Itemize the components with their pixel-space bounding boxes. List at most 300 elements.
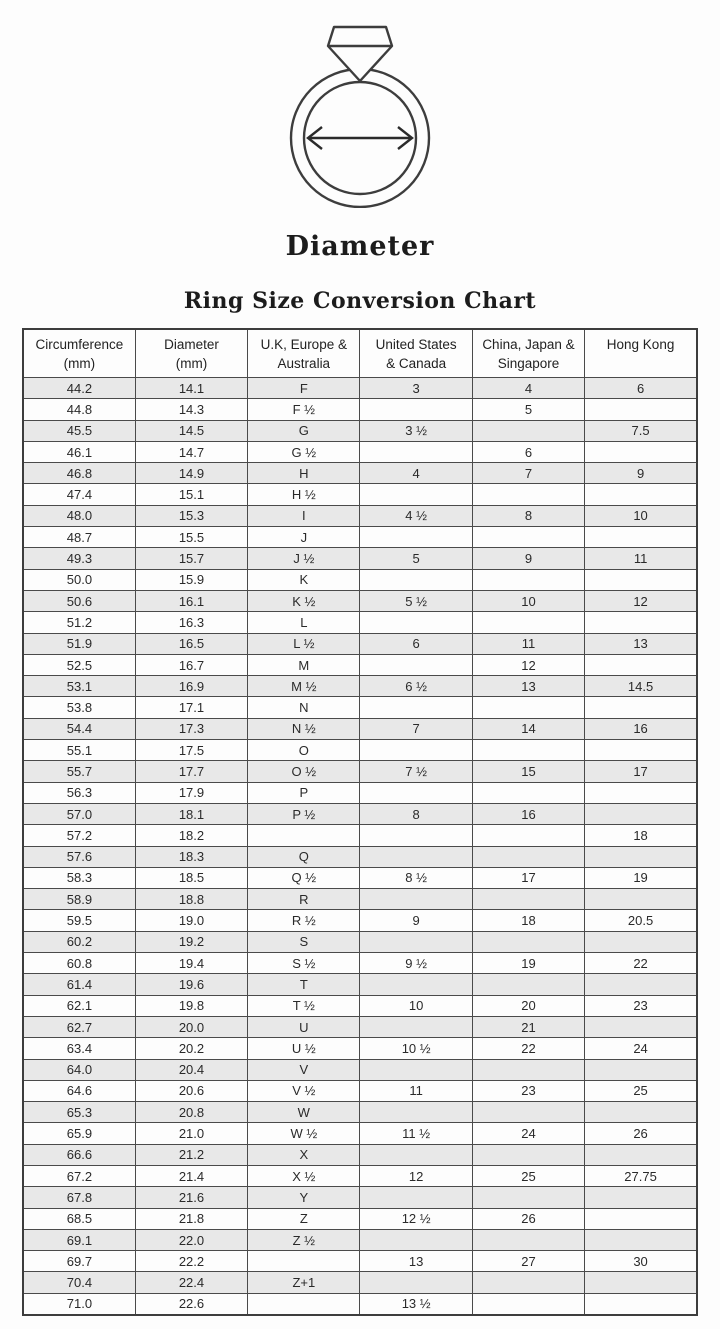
table-row (23, 1123, 697, 1144)
table-cell (360, 527, 472, 548)
table-cell: 5 ½ (360, 590, 472, 611)
table-row (23, 1251, 697, 1272)
column-header-2 (248, 329, 360, 378)
table-cell: 49.3 (23, 548, 135, 569)
column-header-line1: U.K, Europe & (260, 337, 347, 352)
table-cell: 71.0 (23, 1293, 135, 1315)
table-cell (585, 740, 697, 761)
table-cell: 20.6 (135, 1080, 247, 1101)
table-cell (360, 399, 472, 420)
table-row (23, 612, 697, 633)
table-cell: 19.4 (135, 953, 247, 974)
column-header-5 (585, 329, 697, 378)
table-cell: 21.0 (135, 1123, 247, 1144)
table-cell: 19 (585, 867, 697, 888)
table-cell (360, 569, 472, 590)
table-cell: 19.8 (135, 995, 247, 1016)
table-row (23, 1208, 697, 1229)
table-cell: 20.5 (585, 910, 697, 931)
table-cell: 19 (472, 953, 584, 974)
table-cell: 51.2 (23, 612, 135, 633)
table-cell: 9 (472, 548, 584, 569)
table-cell: 57.2 (23, 825, 135, 846)
column-header-0 (23, 329, 135, 378)
ring-size-table (22, 328, 698, 1316)
table-row (23, 995, 697, 1016)
table-cell (472, 1144, 584, 1165)
column-header-line1: Circumference (35, 337, 124, 352)
table-row (23, 420, 697, 441)
table-cell: 17 (472, 867, 584, 888)
table-cell: 12 ½ (360, 1208, 472, 1229)
table-cell (360, 654, 472, 675)
table-cell: 27.75 (585, 1165, 697, 1186)
table-row (23, 441, 697, 462)
table-cell: 23 (585, 995, 697, 1016)
table-cell: 16.1 (135, 590, 247, 611)
diameter-label: Diameter (285, 231, 435, 262)
table-cell: 47.4 (23, 484, 135, 505)
table-cell: 57.0 (23, 803, 135, 824)
table-cell: 10 (585, 505, 697, 526)
table-cell: 13 (472, 676, 584, 697)
table-cell (472, 889, 584, 910)
table-cell: 7 ½ (360, 761, 472, 782)
table-cell: K (248, 569, 360, 590)
table-cell: 4 (472, 378, 584, 399)
table-cell: 18.2 (135, 825, 247, 846)
table-cell: 21.8 (135, 1208, 247, 1229)
table-cell (585, 782, 697, 803)
table-row (23, 1144, 697, 1165)
table-cell: M ½ (248, 676, 360, 697)
table-cell (585, 1272, 697, 1293)
table-cell (585, 1016, 697, 1037)
table-body (23, 378, 697, 1316)
table-cell: Z+1 (248, 1272, 360, 1293)
table-cell: 12 (472, 654, 584, 675)
page-title: Ring Size Conversion Chart (183, 288, 537, 314)
table-cell (585, 1102, 697, 1123)
column-header-line1: China, Japan & (482, 337, 575, 352)
table-cell (585, 441, 697, 462)
column-header-4 (472, 329, 584, 378)
table-cell (585, 1059, 697, 1080)
table-cell: V ½ (248, 1080, 360, 1101)
table-cell (472, 1293, 584, 1315)
ring-diamond-icon (285, 8, 435, 208)
table-cell: 69.7 (23, 1251, 135, 1272)
table-cell: 67.8 (23, 1187, 135, 1208)
table-cell: 5 (360, 548, 472, 569)
table-cell (472, 697, 584, 718)
table-cell (585, 484, 697, 505)
table-cell: 14.9 (135, 463, 247, 484)
table-cell: 65.9 (23, 1123, 135, 1144)
table-cell: 4 ½ (360, 505, 472, 526)
table-cell: 16.7 (135, 654, 247, 675)
table-row (23, 1038, 697, 1059)
table-cell: 20.2 (135, 1038, 247, 1059)
table-cell: 7.5 (585, 420, 697, 441)
table-cell: 53.1 (23, 676, 135, 697)
table-cell: 30 (585, 1251, 697, 1272)
column-header-line2: (mm) (63, 356, 96, 371)
table-cell: 53.8 (23, 697, 135, 718)
table-cell: J ½ (248, 548, 360, 569)
table-cell (585, 399, 697, 420)
table-cell (472, 1229, 584, 1250)
column-header-3 (360, 329, 472, 378)
table-cell: 22.6 (135, 1293, 247, 1315)
table-cell (360, 612, 472, 633)
table-row (23, 654, 697, 675)
table-cell: 24 (585, 1038, 697, 1059)
table-cell (585, 697, 697, 718)
table-cell: P ½ (248, 803, 360, 824)
table-cell (360, 1016, 472, 1037)
column-header-line2: Singapore (497, 356, 560, 371)
table-cell: L ½ (248, 633, 360, 654)
column-header-line2: & Canada (386, 356, 447, 371)
table-cell: 16 (472, 803, 584, 824)
table-cell: 8 ½ (360, 867, 472, 888)
table-cell: 11 (472, 633, 584, 654)
table-cell: 21.2 (135, 1144, 247, 1165)
diameter-arrow-icon (308, 127, 412, 149)
table-cell (472, 782, 584, 803)
table-cell: 13 (360, 1251, 472, 1272)
table-row (23, 1102, 697, 1123)
table-cell: Q (248, 846, 360, 867)
table-row (23, 484, 697, 505)
table-cell: 14.7 (135, 441, 247, 462)
table-cell (585, 654, 697, 675)
table-cell: 3 (360, 378, 472, 399)
table-cell: 22.0 (135, 1229, 247, 1250)
table-cell: 26 (585, 1123, 697, 1144)
table-cell (472, 612, 584, 633)
table-cell: 18.3 (135, 846, 247, 867)
table-cell: Z (248, 1208, 360, 1229)
table-cell: 19.6 (135, 974, 247, 995)
table-cell: M (248, 654, 360, 675)
table-cell: 22.4 (135, 1272, 247, 1293)
table-cell: 18.1 (135, 803, 247, 824)
table-cell: 58.3 (23, 867, 135, 888)
table-cell: Z ½ (248, 1229, 360, 1250)
table-row (23, 633, 697, 654)
table-row (23, 1229, 697, 1250)
table-cell: 16 (585, 718, 697, 739)
table-cell: 16.3 (135, 612, 247, 633)
table-cell: 18.8 (135, 889, 247, 910)
table-cell: 54.4 (23, 718, 135, 739)
table-row (23, 931, 697, 952)
table-cell (472, 1187, 584, 1208)
table-cell: 66.6 (23, 1144, 135, 1165)
table-cell (360, 825, 472, 846)
table-header (23, 329, 697, 378)
table-row (23, 590, 697, 611)
table-cell: W (248, 1102, 360, 1123)
table-cell: 18 (585, 825, 697, 846)
table-cell: 20 (472, 995, 584, 1016)
table-row (23, 569, 697, 590)
table-cell: 17.3 (135, 718, 247, 739)
column-header-line2: (mm) (175, 356, 208, 371)
table-cell: 17.9 (135, 782, 247, 803)
table-cell: 5 (472, 399, 584, 420)
table-cell (585, 1187, 697, 1208)
table-row (23, 378, 697, 399)
table-cell: 13 (585, 633, 697, 654)
table-cell: 62.1 (23, 995, 135, 1016)
table-cell: L (248, 612, 360, 633)
table-cell: 23 (472, 1080, 584, 1101)
table-cell: 8 (472, 505, 584, 526)
table-cell: 56.3 (23, 782, 135, 803)
table-cell (585, 1208, 697, 1229)
table-cell: 21.4 (135, 1165, 247, 1186)
table-cell: U ½ (248, 1038, 360, 1059)
table-cell (360, 1187, 472, 1208)
table-cell: 17 (585, 761, 697, 782)
table-cell: 7 (360, 718, 472, 739)
column-header-line1: Diameter (164, 337, 219, 352)
table-cell (585, 846, 697, 867)
table-cell: 16.5 (135, 633, 247, 654)
table-cell: 25 (472, 1165, 584, 1186)
table-row (23, 1016, 697, 1037)
table-cell: 52.5 (23, 654, 135, 675)
table-cell: K ½ (248, 590, 360, 611)
table-row (23, 718, 697, 739)
table-cell (585, 612, 697, 633)
table-cell (585, 889, 697, 910)
table-cell: 10 (472, 590, 584, 611)
table-cell (248, 1293, 360, 1315)
table-cell (585, 527, 697, 548)
table-cell: 12 (360, 1165, 472, 1186)
table-cell (585, 569, 697, 590)
table-cell: 12 (585, 590, 697, 611)
table-cell: 4 (360, 463, 472, 484)
table-cell: 17.5 (135, 740, 247, 761)
table-cell: V (248, 1059, 360, 1080)
table-cell: 50.6 (23, 590, 135, 611)
table-row (23, 953, 697, 974)
table-cell (585, 803, 697, 824)
table-cell (360, 697, 472, 718)
ring-diagram (0, 0, 720, 262)
table-cell: 10 (360, 995, 472, 1016)
table-cell: 51.9 (23, 633, 135, 654)
table-row (23, 825, 697, 846)
table-row (23, 527, 697, 548)
table-cell (360, 974, 472, 995)
table-cell: 50.0 (23, 569, 135, 590)
table-row (23, 697, 697, 718)
table-cell: 9 ½ (360, 953, 472, 974)
table-row (23, 463, 697, 484)
table-cell: F (248, 378, 360, 399)
table-cell (360, 1144, 472, 1165)
table-cell: 7 (472, 463, 584, 484)
table-cell: 10 ½ (360, 1038, 472, 1059)
table-row (23, 548, 697, 569)
table-cell: 15.5 (135, 527, 247, 548)
table-cell: 22 (472, 1038, 584, 1059)
table-cell: R (248, 889, 360, 910)
table-cell (472, 825, 584, 846)
table-cell: U (248, 1016, 360, 1037)
table-cell: 8 (360, 803, 472, 824)
table-row (23, 782, 697, 803)
table-cell: 19.2 (135, 931, 247, 952)
table-cell (472, 1272, 584, 1293)
table-cell: 65.3 (23, 1102, 135, 1123)
table-cell: 25 (585, 1080, 697, 1101)
table-cell: 20.4 (135, 1059, 247, 1080)
table-cell: 3 ½ (360, 420, 472, 441)
table-cell: 20.0 (135, 1016, 247, 1037)
table-cell (585, 974, 697, 995)
table-cell (585, 1144, 697, 1165)
table-cell: 15.7 (135, 548, 247, 569)
table-cell: 15.3 (135, 505, 247, 526)
table-cell (472, 846, 584, 867)
table-cell: 6 (360, 633, 472, 654)
table-cell: 17.7 (135, 761, 247, 782)
table-cell: X (248, 1144, 360, 1165)
table-cell: 46.8 (23, 463, 135, 484)
table-cell (360, 1229, 472, 1250)
table-cell (360, 782, 472, 803)
table-cell: 22.2 (135, 1251, 247, 1272)
table-cell (360, 484, 472, 505)
table-cell (360, 846, 472, 867)
table-cell: 14.5 (135, 420, 247, 441)
table-cell (360, 441, 472, 462)
table-cell: 60.8 (23, 953, 135, 974)
table-cell (248, 1251, 360, 1272)
table-cell: X ½ (248, 1165, 360, 1186)
table-cell: 48.7 (23, 527, 135, 548)
table-cell: 64.0 (23, 1059, 135, 1080)
table-row (23, 1293, 697, 1315)
table-row (23, 1272, 697, 1293)
table-cell: 70.4 (23, 1272, 135, 1293)
column-header-line1: United States (375, 337, 457, 352)
table-cell: 57.6 (23, 846, 135, 867)
table-cell: T (248, 974, 360, 995)
table-cell (360, 889, 472, 910)
table-cell: 26 (472, 1208, 584, 1229)
table-row (23, 867, 697, 888)
table-cell: T ½ (248, 995, 360, 1016)
table-cell: 58.9 (23, 889, 135, 910)
table-cell: 18.5 (135, 867, 247, 888)
table-cell: 21 (472, 1016, 584, 1037)
table-cell: 14.3 (135, 399, 247, 420)
table-row (23, 676, 697, 697)
table-cell (472, 569, 584, 590)
table-cell: F ½ (248, 399, 360, 420)
table-row (23, 803, 697, 824)
table-cell (472, 1102, 584, 1123)
table-cell: 45.5 (23, 420, 135, 441)
table-cell: 13 ½ (360, 1293, 472, 1315)
table-cell: P (248, 782, 360, 803)
table-cell: 14.1 (135, 378, 247, 399)
table-cell: N (248, 697, 360, 718)
table-cell: 11 (585, 548, 697, 569)
table-row (23, 889, 697, 910)
table-cell: 55.7 (23, 761, 135, 782)
table-cell: 16.9 (135, 676, 247, 697)
table-cell: 61.4 (23, 974, 135, 995)
table-cell: 55.1 (23, 740, 135, 761)
table-cell (585, 1293, 697, 1315)
table-cell: I (248, 505, 360, 526)
table-cell (472, 1059, 584, 1080)
table-cell: 6 (585, 378, 697, 399)
table-cell: 24 (472, 1123, 584, 1144)
table-cell (360, 1059, 472, 1080)
table-cell: Q ½ (248, 867, 360, 888)
table-cell: 60.2 (23, 931, 135, 952)
table-cell (360, 1272, 472, 1293)
table-cell: 9 (585, 463, 697, 484)
table-cell: H (248, 463, 360, 484)
table-cell: H ½ (248, 484, 360, 505)
table-cell: 15.9 (135, 569, 247, 590)
table-cell: N ½ (248, 718, 360, 739)
table-cell (360, 931, 472, 952)
table-cell: R ½ (248, 910, 360, 931)
table-cell: G (248, 420, 360, 441)
table-row (23, 910, 697, 931)
table-cell (248, 825, 360, 846)
column-header-line2: Australia (277, 356, 331, 371)
table-cell: 69.1 (23, 1229, 135, 1250)
table-cell: 68.5 (23, 1208, 135, 1229)
table-cell: 14 (472, 718, 584, 739)
table-row (23, 761, 697, 782)
table-cell: 15 (472, 761, 584, 782)
table-cell: 67.2 (23, 1165, 135, 1186)
table-cell: 62.7 (23, 1016, 135, 1037)
table-row (23, 1187, 697, 1208)
table-cell: 19.0 (135, 910, 247, 931)
table-row (23, 974, 697, 995)
table-cell: G ½ (248, 441, 360, 462)
table-cell: 48.0 (23, 505, 135, 526)
table-cell: O ½ (248, 761, 360, 782)
table-cell: J (248, 527, 360, 548)
table-row (23, 505, 697, 526)
table-cell: 59.5 (23, 910, 135, 931)
table-cell (472, 484, 584, 505)
table-row (23, 846, 697, 867)
table-cell (472, 740, 584, 761)
table-cell: 21.6 (135, 1187, 247, 1208)
table-cell (472, 527, 584, 548)
table-row (23, 399, 697, 420)
table-cell: O (248, 740, 360, 761)
table-cell: S (248, 931, 360, 952)
